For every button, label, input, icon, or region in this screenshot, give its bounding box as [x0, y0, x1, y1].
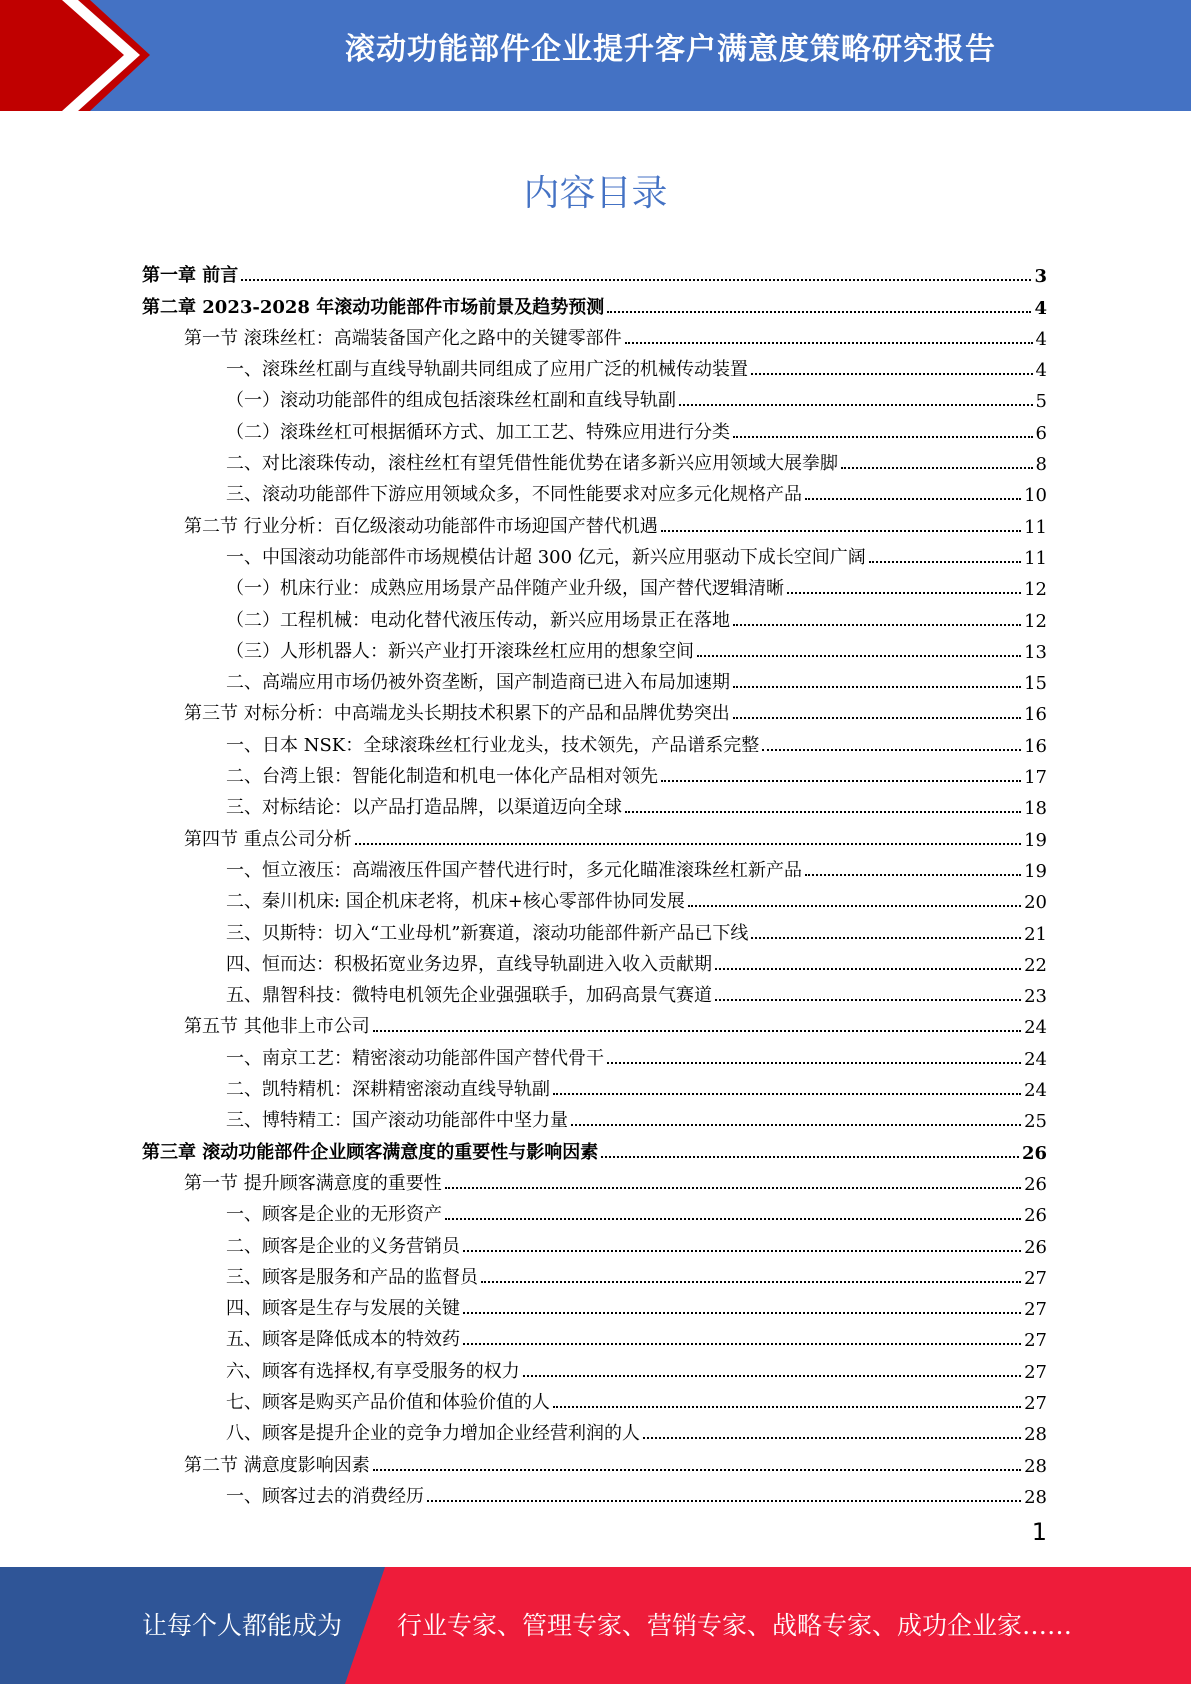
toc-leader-dots: [355, 842, 1021, 845]
toc-entry-title: 一、恒立液压：高端液压件国产替代进行时，多元化瞄准滚珠丝杠新产品: [226, 859, 802, 881]
toc-entry-page: 4: [1035, 360, 1047, 382]
toc-entry-title: 二、台湾上银：智能化制造和机电一体化产品相对领先: [226, 766, 658, 788]
toc-leader-dots: [733, 685, 1021, 688]
toc-leader-dots: [553, 1405, 1021, 1408]
toc-entry-title: 三、贝斯特：切入“工业母机”新赛道，滚动功能部件新产品已下线: [226, 922, 749, 944]
toc-entry-page: 19: [1024, 829, 1047, 851]
toc-leader-dots: [762, 748, 1021, 751]
toc-leader-dots: [869, 560, 1021, 563]
toc-entry-page: 27: [1024, 1330, 1047, 1352]
toc-leader-dots: [661, 529, 1021, 532]
toc-entry-title: 一、顾客是企业的无形资产: [226, 1204, 442, 1226]
toc-entry-page: 17: [1024, 767, 1047, 789]
toc-entry[interactable]: [142, 1038, 1047, 1069]
toc-entry[interactable]: [142, 1164, 1047, 1195]
toc-entry-page: 13: [1024, 641, 1047, 663]
toc-entry[interactable]: [142, 1351, 1047, 1382]
toc-entry-page: 20: [1024, 892, 1047, 914]
toc-entry-title: （一）机床行业：成熟应用场景产品伴随产业升级，国产替代逻辑清晰: [226, 578, 784, 600]
toc-entry[interactable]: [142, 319, 1047, 350]
toc-entry[interactable]: [142, 381, 1047, 412]
toc-entry[interactable]: [142, 1320, 1047, 1351]
toc-leader-dots: [751, 372, 1033, 375]
toc-entry[interactable]: [142, 506, 1047, 537]
toc-leader-dots: [841, 466, 1033, 469]
toc-title: 内容目录: [523, 173, 668, 214]
toc-entry-title: 七、顾客是购买产品价值和体验价值的人: [226, 1391, 550, 1413]
toc-entry-page: 27: [1024, 1392, 1047, 1414]
toc-entry-title: 第三节 对标分析：中高端龙头长期技术积累下的产品和品牌优势突出: [184, 703, 730, 725]
toc-entry-page: 8: [1035, 454, 1047, 476]
toc-entry-title: 二、顾客是企业的义务营销员: [226, 1235, 460, 1257]
toc-entry-page: 4: [1034, 297, 1047, 319]
header-title: 滚动功能部件企业提升客户满意度策略研究报告: [345, 32, 996, 67]
toc-entry-title: 三、对标结论：以产品打造品牌，以渠道迈向全球: [226, 797, 622, 819]
toc-entry-page: 27: [1024, 1361, 1047, 1383]
toc-entry-page: 26: [1024, 1236, 1047, 1258]
toc-entry-title: 一、南京工艺：精密滚动功能部件国产替代骨干: [226, 1047, 604, 1069]
toc-entry-page: 22: [1024, 954, 1047, 976]
toc-entry[interactable]: [142, 1289, 1047, 1320]
toc-entry-page: 11: [1024, 516, 1047, 538]
toc-leader-dots: [715, 998, 1021, 1001]
toc-entry-title: 一、日本 NSK：全球滚珠丝杠行业龙头，技术领先，产品谱系完整: [226, 734, 760, 756]
toc-entry-title: 五、鼎智科技：微特电机领先企业强强联手，加码高景气赛道: [226, 985, 712, 1007]
footer-left-text: 让每个人都能成为: [142, 1611, 343, 1640]
toc-leader-dots: [553, 1092, 1021, 1095]
toc-entry-page: 26: [1021, 1142, 1047, 1164]
toc-leader-dots: [481, 1280, 1021, 1283]
toc-entry-page: 27: [1024, 1267, 1047, 1289]
toc-entry[interactable]: [142, 913, 1047, 944]
toc-entry-page: 28: [1024, 1424, 1047, 1446]
toc-entry-page: 21: [1024, 923, 1047, 945]
toc-entry-title: 三、博特精工：国产滚动功能部件中坚力量: [226, 1110, 568, 1132]
toc-entry-title: 四、顾客是生存与发展的关键: [226, 1298, 460, 1320]
toc-entry-page: 6: [1035, 422, 1047, 444]
table-of-contents: [142, 256, 1047, 1508]
toc-entry[interactable]: [142, 287, 1047, 318]
toc-entry-title: 第二节 行业分析：百亿级滚动功能部件市场迎国产替代机遇: [184, 515, 658, 537]
toc-entry-page: 16: [1024, 735, 1047, 757]
toc-entry-title: 四、恒而达：积极拓宽业务边界，直线导轨副进入收入贡献期: [226, 953, 712, 975]
toc-leader-dots: [679, 403, 1033, 406]
toc-entry-page: 16: [1024, 704, 1047, 726]
toc-leader-dots: [688, 904, 1021, 907]
toc-entry-page: 26: [1024, 1205, 1047, 1227]
toc-entry[interactable]: [142, 1132, 1047, 1163]
toc-entry[interactable]: [142, 569, 1047, 600]
toc-entry-title: 第一节 提升顾客满意度的重要性: [184, 1172, 442, 1194]
toc-entry-title: 三、滚动功能部件下游应用领域众多，不同性能要求对应多元化规格产品: [226, 484, 802, 506]
page-number: 1: [1031, 1518, 1047, 1546]
header-band: [0, 0, 1191, 111]
toc-entry-title: 一、顾客过去的消费经历: [226, 1485, 424, 1507]
toc-leader-dots: [241, 278, 1031, 281]
toc-entry-title: 二、秦川机床: 国企机床老将，机床+核心零部件协同发展: [226, 891, 685, 913]
toc-entry-page: 12: [1024, 579, 1047, 601]
toc-entry-page: 18: [1024, 798, 1047, 820]
toc-entry-page: 24: [1024, 1080, 1047, 1102]
toc-leader-dots: [733, 716, 1021, 719]
toc-leader-dots: [787, 591, 1021, 594]
toc-entry[interactable]: [142, 1414, 1047, 1445]
toc-entry-page: 24: [1024, 1048, 1047, 1070]
toc-leader-dots: [625, 810, 1021, 813]
toc-entry[interactable]: [142, 1226, 1047, 1257]
toc-entry[interactable]: [142, 694, 1047, 725]
toc-entry[interactable]: [142, 350, 1047, 381]
toc-entry-page: 12: [1024, 610, 1047, 632]
toc-leader-dots: [715, 967, 1021, 970]
toc-entry-page: 27: [1024, 1299, 1047, 1321]
toc-leader-dots: [607, 310, 1031, 313]
toc-entry-page: 4: [1035, 328, 1047, 350]
header-arrow-icon: [0, 0, 150, 111]
toc-entry[interactable]: [142, 538, 1047, 569]
toc-entry[interactable]: [142, 788, 1047, 819]
toc-entry-page: 23: [1024, 986, 1047, 1008]
toc-entry-title: 第一章 前言: [142, 265, 239, 287]
toc-entry[interactable]: [142, 945, 1047, 976]
toc-entry-title: 二、对比滚珠传动，滚柱丝杠有望凭借性能优势在诸多新兴应用领域大展拳脚: [226, 453, 838, 475]
toc-entry[interactable]: [142, 1445, 1047, 1476]
toc-entry-page: 3: [1034, 266, 1047, 288]
toc-entry[interactable]: [142, 819, 1047, 850]
toc-leader-dots: [805, 873, 1021, 876]
toc-entry-page: 11: [1024, 547, 1047, 569]
toc-leader-dots: [643, 1436, 1021, 1439]
toc-leader-dots: [445, 1186, 1021, 1189]
toc-entry[interactable]: [142, 757, 1047, 788]
toc-leader-dots: [733, 623, 1021, 626]
toc-leader-dots: [445, 1217, 1021, 1220]
toc-leader-dots: [625, 341, 1033, 344]
toc-entry[interactable]: [142, 475, 1047, 506]
toc-entry-page: 24: [1024, 1017, 1047, 1039]
footer-blue-slant: [345, 1567, 385, 1684]
toc-entry-title: 一、滚珠丝杠副与直线导轨副共同组成了应用广泛的机械传动装置: [226, 359, 748, 381]
toc-entry-title: 第三章 滚动功能部件企业顾客满意度的重要性与影响因素: [142, 1141, 599, 1163]
toc-entry-title: 三、顾客是服务和产品的监督员: [226, 1266, 478, 1288]
toc-entry[interactable]: [142, 882, 1047, 913]
toc-entry-page: 10: [1024, 485, 1047, 507]
toc-leader-dots: [373, 1468, 1021, 1471]
toc-leader-dots: [373, 1029, 1021, 1032]
toc-leader-dots: [463, 1311, 1021, 1314]
toc-leader-dots: [463, 1249, 1021, 1252]
toc-entry-title: 六、顾客有选择权,有享受服务的权力: [226, 1360, 520, 1382]
toc-entry[interactable]: [142, 1070, 1047, 1101]
toc-entry-title: 第一节 滚珠丝杠：高端装备国产化之路中的关键零部件: [184, 327, 622, 349]
toc-entry[interactable]: [142, 256, 1047, 287]
toc-entry-title: （一）滚动功能部件的组成包括滚珠丝杠副和直线导轨副: [226, 390, 676, 412]
toc-leader-dots: [805, 497, 1021, 500]
toc-entry-title: 第二章 2023-2028 年滚动功能部件市场前景及趋势预测: [142, 296, 605, 318]
toc-entry[interactable]: [142, 725, 1047, 756]
toc-leader-dots: [607, 1061, 1021, 1064]
toc-entry-page: 19: [1024, 860, 1047, 882]
toc-entry-title: 第四节 重点公司分析: [184, 828, 352, 850]
toc-leader-dots: [427, 1499, 1021, 1502]
toc-entry-title: （三）人形机器人：新兴产业打开滚珠丝杠应用的想象空间: [226, 640, 694, 662]
toc-entry-title: 第五节 其他非上市公司: [184, 1016, 370, 1038]
toc-entry[interactable]: [142, 412, 1047, 443]
footer-band: [0, 1567, 1191, 1684]
toc-entry-title: 二、高端应用市场仍被外资垄断，国产制造商已进入布局加速期: [226, 672, 730, 694]
toc-entry[interactable]: [142, 976, 1047, 1007]
toc-entry-title: （二）滚珠丝杠可根据循环方式、加工工艺、特殊应用进行分类: [226, 421, 730, 443]
toc-entry-page: 28: [1024, 1455, 1047, 1477]
toc-leader-dots: [661, 779, 1021, 782]
toc-leader-dots: [571, 1123, 1021, 1126]
toc-entry-title: 二、凯特精机：深耕精密滚动直线导轨副: [226, 1079, 550, 1101]
toc-entry[interactable]: [142, 1195, 1047, 1226]
toc-entry-page: 15: [1024, 673, 1047, 695]
toc-entry[interactable]: [142, 1007, 1047, 1038]
toc-leader-dots: [601, 1155, 1019, 1158]
toc-entry-page: 5: [1035, 391, 1047, 413]
toc-entry[interactable]: [142, 632, 1047, 663]
toc-entry[interactable]: [142, 444, 1047, 475]
footer-right-text: 行业专家、管理专家、营销专家、战略专家、成功企业家……: [397, 1611, 1073, 1640]
toc-leader-dots: [523, 1374, 1021, 1377]
toc-entry[interactable]: [142, 851, 1047, 882]
toc-entry[interactable]: [142, 1477, 1047, 1508]
toc-entry-page: 28: [1024, 1486, 1047, 1508]
toc-entry[interactable]: [142, 1101, 1047, 1132]
toc-leader-dots: [463, 1342, 1021, 1345]
toc-entry-title: 第二节 满意度影响因素: [184, 1454, 370, 1476]
toc-entry[interactable]: [142, 600, 1047, 631]
toc-entry[interactable]: [142, 663, 1047, 694]
toc-entry-title: （二）工程机械：电动化替代液压传动，新兴应用场景正在落地: [226, 609, 730, 631]
toc-leader-dots: [751, 936, 1021, 939]
toc-entry[interactable]: [142, 1258, 1047, 1289]
toc-leader-dots: [733, 435, 1033, 438]
toc-entry-title: 五、顾客是降低成本的特效药: [226, 1329, 460, 1351]
toc-entry-page: 26: [1024, 1173, 1047, 1195]
toc-leader-dots: [697, 654, 1021, 657]
toc-entry-page: 25: [1024, 1111, 1047, 1133]
toc-entry-title: 一、中国滚动功能部件市场规模估计超 300 亿元，新兴应用驱动下成长空间广阔: [226, 546, 866, 568]
toc-entry[interactable]: [142, 1383, 1047, 1414]
toc-entry-title: 八、顾客是提升企业的竞争力增加企业经营利润的人: [226, 1423, 640, 1445]
